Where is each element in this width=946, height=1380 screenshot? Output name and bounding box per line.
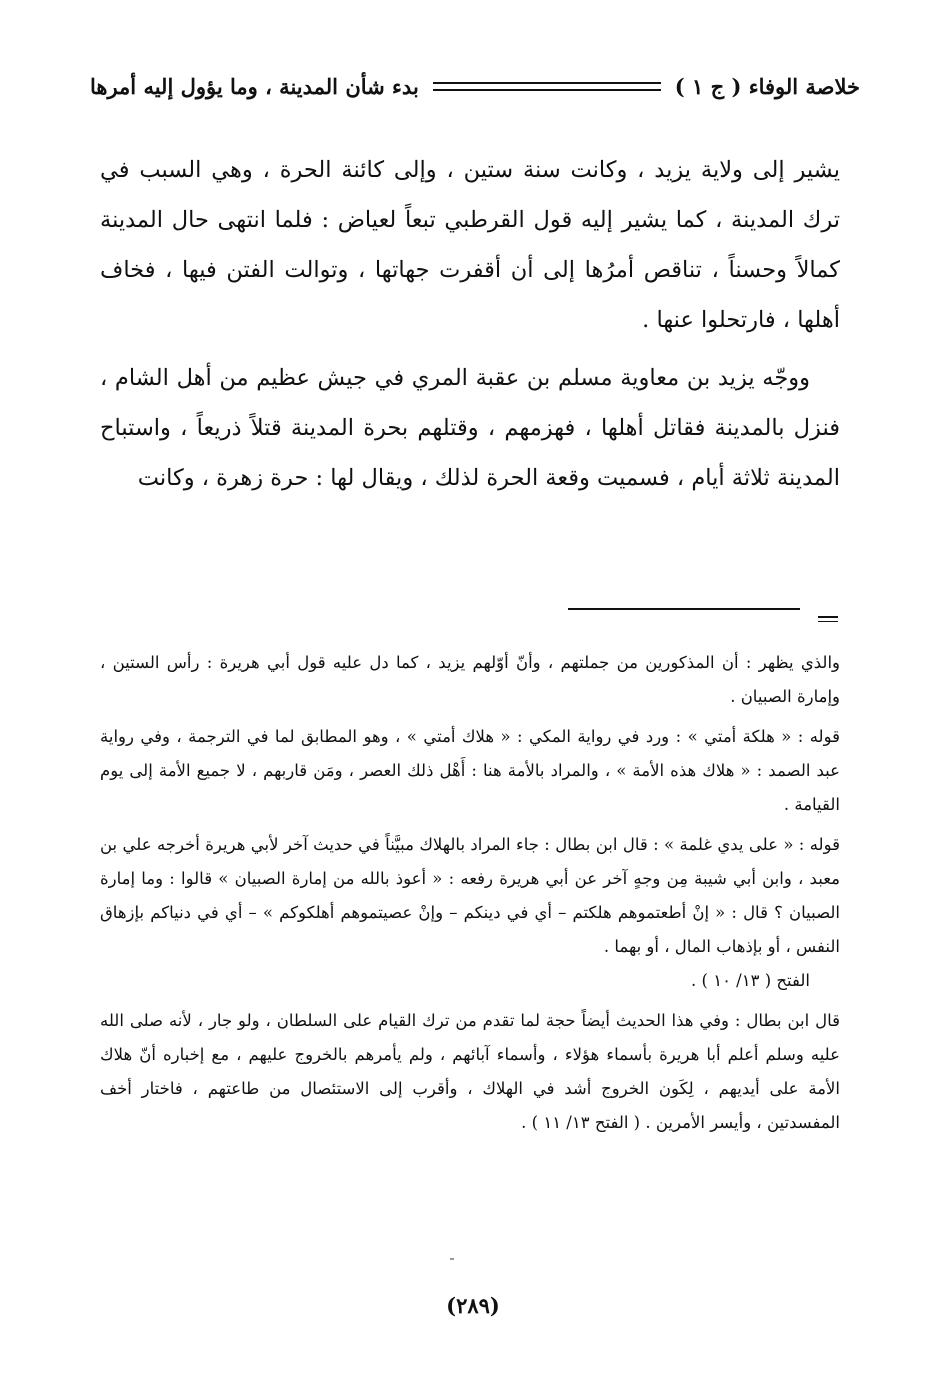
footnote-separator: [568, 608, 838, 628]
book-title: خلاصة الوفاء ( ج ١ ): [674, 73, 860, 99]
page-number: (٢٨٩): [446, 1293, 500, 1318]
running-header: [90, 68, 860, 104]
paragraph-1: يشير إلى ولاية يزيد ، وكانت سنة ستين ، وإلى كائنة الحرة ، وهي السبب في ترك المدينة ، كما يشير إليه قول القرطبي تبعاً لعياض : فلما انتهى حال المدينة كمالاً وحسناً ، تناقص أمرُها إلى أن أقفرت جهاتها ، وتوالت الفتن فيها ، فخاف أهلها ، فارتحلوا عنها .: [100, 157, 840, 333]
section-title: بدء شأن المدينة ، وما يؤول إليه أمرها: [90, 73, 419, 99]
footnote-3: [100, 828, 840, 998]
footnote-dash: [818, 616, 838, 622]
paragraph-2: ووجّه يزيد بن معاوية مسلم بن عقبة المري في جيش عظيم من أهل الشام ، فنزل بالمدينة فقاتل أهلها ، فهزمهم ، وقتلهم بحرة المدينة قتلاً ذريعاً ، واستباح المدينة ثلاثة أيام ، فسميت وقعة الحرة لذلك ، ويقال لها : حرة زهرة ، وكانت: [100, 365, 840, 491]
scan-speck: [450, 1258, 454, 1260]
main-text: [100, 145, 840, 511]
footnote-2: قوله : « هلكة أمتي » : ورد في رواية المكي : « هلاك أمتي » ، وهو المطابق لما في الترجمة ، وفي رواية عبد الصمد : « هلاك هذه الأمة » ، والمراد بالأمة هنا : أَهْل ذلك العصر ، ومَن قاربهم ، لا جميع الأمة إلى يوم القيامة .: [100, 727, 840, 814]
footnotes: [100, 646, 840, 1146]
footnote-3-text: قوله : « على يدي غلمة » : قال ابن بطال : جاء المراد بالهلاك مبيَّناً في حديث آخر لأبي هريرة أخرجه علي بن معبد ، وابن أبي شيبة مِن وجهٍ آخر عن أبي هريرة رفعه : « أعوذ بالله من إمارة الصبيان » قالوا : وما إمارة الصبيان ؟ قال : « إنْ أطعتموهم هلكتم – أي في دينكم – وإنْ عصيتموهم أهلكوكم » – أي في دنياكم بإزهاق النفس ، أو بإذهاب المال ، أو بهما .: [100, 835, 840, 956]
footnote-1: والذي يظهر : أن المذكورين من جملتهم ، وأنّ أوّلهم يزيد ، كما دل عليه قول أبي هريرة : رأس الستين ، وإمارة الصبيان .: [100, 653, 840, 706]
header-rule: [433, 82, 661, 91]
footnote-4: قال ابن بطال : وفي هذا الحديث أيضاً حجة لما تقدم من ترك القيام على السلطان ، ولو جار ، لأنه صلى الله عليه وسلم أعلم أبا هريرة بأسماء هؤلاء ، وأسماء آبائهم ، ولم يأمرهم بالخروج عليهم ، مع إخباره أنّ هلاك الأمة على أيديهم ، لِكَون الخروج أشد في الهلاك ، وأقرب إلى الاستئصال من طاعتهم ، فاختار أخف المفسدتين ، وأيسر الأمرين . ( الفتح ١٣/ ١١ ) .: [100, 1011, 840, 1132]
footnote-3-reference: الفتح ( ١٣/ ١٠ ) .: [691, 971, 810, 990]
footnote-rule: [568, 608, 800, 610]
